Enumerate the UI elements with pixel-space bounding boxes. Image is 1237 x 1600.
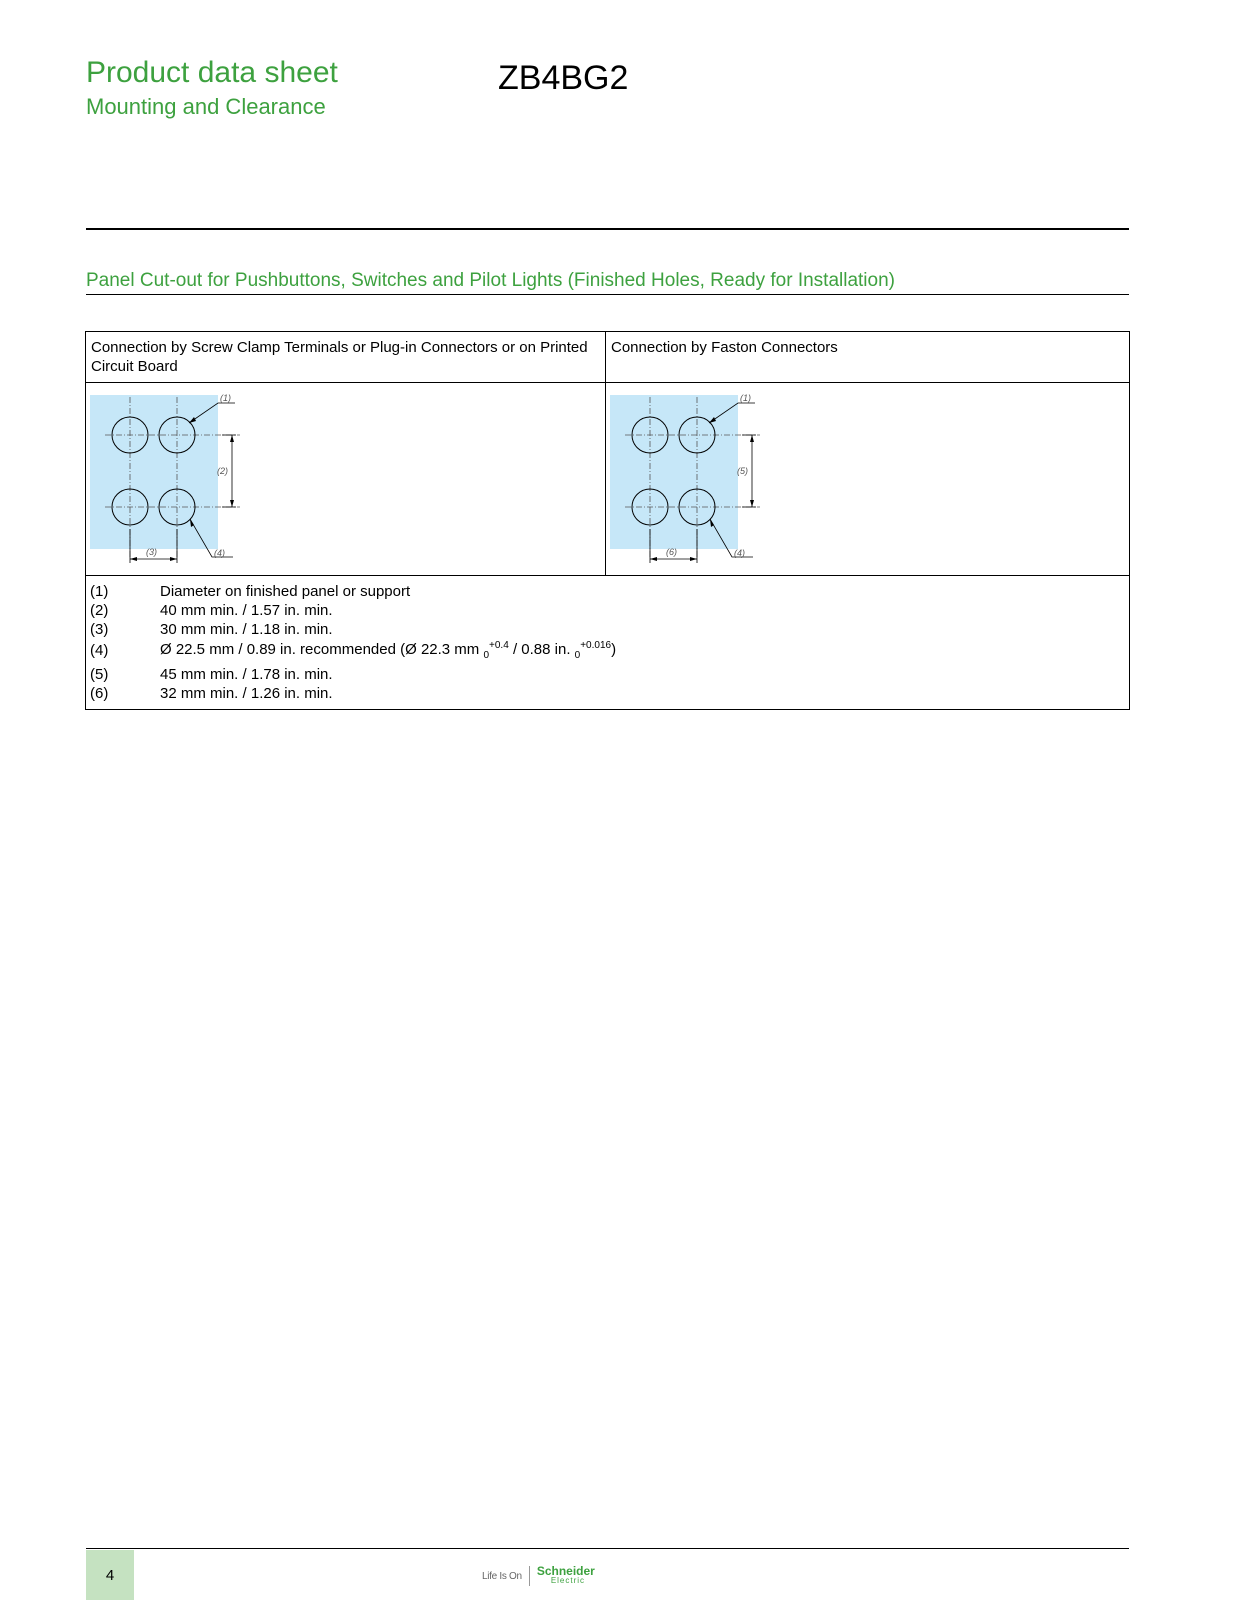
- legend-item: [90, 601, 1125, 620]
- legend-number: (4): [90, 642, 109, 659]
- cutout-diagram-screw-clamp: [90, 387, 290, 577]
- diagram-label-horizontal-spacing: (6): [666, 547, 677, 557]
- schneider-logo: [482, 1562, 595, 1590]
- section-divider: [86, 294, 1129, 295]
- page-number: 4: [86, 1550, 134, 1600]
- legend-number: (3): [90, 621, 109, 638]
- diagram-label-horizontal-spacing: (3): [146, 547, 157, 557]
- legend-item: [90, 639, 1125, 665]
- diagram-cell-faston: [606, 383, 1130, 576]
- tolerance-text-a: Ø 22.5 mm / 0.89 in. recommended (Ø 22.3 mm: [160, 641, 484, 658]
- document-subtitle: Mounting and Clearance: [86, 94, 326, 119]
- legend-text: 45 mm min. / 1.78 in. min.: [160, 666, 333, 683]
- column-header-screw-clamp: Connection by Screw Clamp Terminals or Plug-in Connectors or on Printed Circuit Board: [86, 332, 606, 383]
- diagram-label-vertical-spacing: (5): [737, 466, 748, 476]
- diagram-label-hole: (4): [734, 548, 745, 558]
- footer-divider: [86, 1548, 1129, 1549]
- diagram-label-diameter: (1): [740, 393, 751, 403]
- legend-number: (1): [90, 583, 109, 600]
- product-reference: ZB4BG2: [498, 59, 629, 97]
- legend-text-tolerance: [160, 636, 616, 665]
- tolerance-lower-a: 0: [483, 650, 490, 661]
- cutout-diagram-faston: [610, 387, 810, 577]
- tolerance-upper-a: +0.4: [489, 640, 509, 651]
- header-divider: [86, 228, 1129, 230]
- logo-separator: [529, 1566, 530, 1586]
- legend-number: (5): [90, 666, 109, 683]
- legend-item: [90, 665, 1125, 684]
- tolerance-upper-b: +0.016: [580, 640, 612, 651]
- diagram-label-hole: (4): [214, 548, 225, 558]
- brand-sub: Electric: [550, 1576, 586, 1585]
- document-title: Product data sheet: [86, 56, 338, 89]
- diagram-cell-screw-clamp: [86, 383, 606, 576]
- tolerance-lower-b: 0: [574, 650, 581, 661]
- footer-tagline: Life Is On: [482, 1570, 522, 1582]
- diagram-label-diameter: (1): [220, 393, 231, 403]
- legend-text: 32 mm min. / 1.26 in. min.: [160, 685, 333, 702]
- tolerance-text-b: / 0.88 in.: [508, 641, 575, 658]
- legend-number: (2): [90, 602, 109, 619]
- column-header-faston: Connection by Faston Connectors: [606, 332, 1130, 383]
- legend-item: [90, 582, 1125, 601]
- legend-number: (6): [90, 685, 109, 702]
- tolerance-text-c: ): [611, 641, 617, 658]
- legend-item: [90, 684, 1125, 703]
- legend-text: 30 mm min. / 1.18 in. min.: [160, 621, 333, 638]
- legend-text: 40 mm min. / 1.57 in. min.: [160, 602, 333, 619]
- brand-wordmark: [537, 1566, 595, 1586]
- legend-cell: [86, 576, 1130, 710]
- legend-text: Diameter on finished panel or support: [160, 583, 411, 600]
- section-title: Panel Cut-out for Pushbuttons, Switches and Pilot Lights (Finished Holes, Ready for Installation): [86, 270, 895, 291]
- diagram-label-vertical-spacing: (2): [217, 466, 228, 476]
- brand-name: Schneider: [536, 1564, 595, 1578]
- panel-cutout-table: [85, 331, 1130, 710]
